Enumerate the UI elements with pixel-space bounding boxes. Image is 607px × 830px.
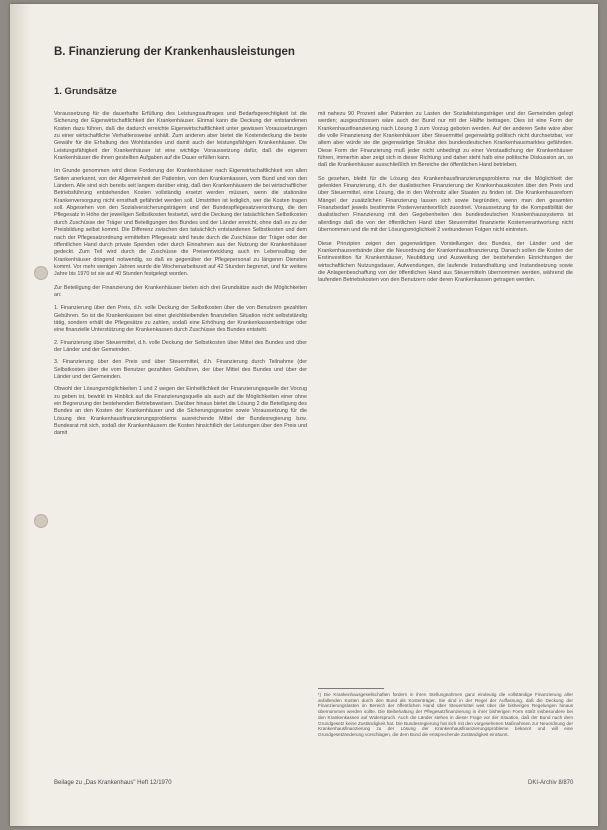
punch-hole-bottom [34,514,48,528]
paragraph: Obwohl der Lösungsmöglichkeiten 1 und 2 wegen der Einheitlichkeit der Finanzierungsquelle der Vorzug zu geben ist, bewirkt im Hinblick auf die Finanzierungsquelle als auch auf die Möglichkeiten einer ohne ein Begrenzung der bestehenden Betriebsweisen. Darüber hinaus bietet die Lösung 2 die Beteiligung des Bundes an den Kosten der Krankenhäuser und die Sicherungsgesetze sowie Voraussetzung für die Lösung des Krankenhausfinanzierungsproblems ausreichende Mittel der Bundesregierung bzw. Bundesrat mit sich, sodaß der Krankenhäusern die Kosten hinsichtlich der Leistungen über den Preis und damit [54,386,307,437]
left-column [54,111,307,761]
list-item: 1. Finanzierung über den Preis, d.h. volle Deckung der Selbstkosten über die von Benutzern gezahlten Gebühren. So ist die Krankenkassen bei einer gleichbleibenden finanziellen Situation nicht selbstständig tätig, sondern erhält die Pflegesätze zu zahlen, sodaß eine Erhöhung der Krankenkassenbeiträge oder eine finanzielle Unterstützung der Krankenkassen durch Zuschüsse des Bundes entsteht. [54,305,307,334]
right-column [318,111,573,679]
paragraph: mit nahezu 90 Prozent aller Patienten zu Lasten der Sozialleistungsträger und der Gemeinden gelegt werden; ausgeschlossen wäre auch der Bund nur mit der Hälfte beitragen. Dies ist eine Form der Krankenhausfinanzierung nach Lösung 3 zum Vorzug geboten werden. Auf der anderen Seite wäre aber die volle Finanzierung der Krankenhäuser über Steuermittel gegenwärtig politisch nicht durchsetzbar, vor allem aber würde sie die gegenwärtige Struktur des bundesdeutschen Krankenhausmarktes gefährden. Diese Form der Finanzierung muß jeder nicht unbedingt zu einer Verstaatlichung der Krankenhäuser führen, immerhin aber zeigt sich in dieser Richtung und daher steht halb eine politische Diskussion an, so daß die Krankenhäuser ausschließlich im Bereiche der öffentlichen Hand betrieben. [318,111,573,169]
footer-archive-number: DKI-Archiv 8/870 [528,780,574,786]
paragraph: Zur Beteiligung der Finanzierung der Krankenhäuser bieten sich drei Grundsätze auch die Möglichkeiten an: [54,284,307,298]
paragraph: Voraussetzung für die dauerhafte Erfüllung des Leistungsauftrages und Bedarfsgerechtigkeit ist die Sicherung der Eigenwirtschaftlichkeit der Krankenhäuser. Einmal kann die Deckung der entstandenen Kosten dazu führen, daß die dadurch erreichte Eigenwirtschaftlichkeit unter gewissen Voraussetzungen zu einer wirtschaftliche Verhaltensweise anhält. Zum anderen aber bietet die Kostendeckung die beste Gewähr für die Erhaltung des Wohlstandes und damit auch der leistungsfähigen Krankenhäuser. Die Leistungsfähigkeit der Krankenhäuser ist eine wichtige Voraussetzung dafür, daß die eigenen Krankenhäuser die ihnen gestellten Aufgaben auf die Dauer erfüllen kann. [54,111,307,162]
footnote: ¹) Die Krankenhausgesellschaften fordern in ihren Stellungnahmen ganz eindeutig die vollständige Finanzierung aller anfallenden Kosten durch den Bund als Kostenträger. Sie sind in der Regel der Auffassung, daß die Deckung der Finanzierungslasten im Bereich der öffentlichen Hand über Steuermittel weit über die bisherigen Regelungen hinaus übernommen werden sollte. Die Beibehaltung der Pflegesatzfinanzierung in ihrer bisherigen Form stößt insbesondere bei den Krankenkassen auf Widerspruch. Auch die Länder stehen in dieser Frage vor der Situation, daß der Bund nach dem Grundgesetz keine Zuständigkeit hat. Die Bundesregierung hat sich mit den vorgesehenen Maßnahmen zur Neuordnung der Krankenhausfinanzierung zu der Lösung der Krankenhausfinanzierungsprobleme bekannt und will eine Grundgesetzänderung vorschlagen, die dem Bund die entsprechende Zuständigkeit einräumt. [318,692,573,737]
footnotes [318,692,573,764]
paragraph: Im Grunde genommen wird diese Forderung der Krankenhäuser nach Eigenwirtschaftlichkeit von allen Seiten anerkannt, von der Allgemeinheit der Patienten, von den Krankenkassen, vom Bund und von den Ländern. Alle sind sich bereits seit langem darüber einig, daß den Krankenhäusern die bei wirtschaftlicher Betriebsführung entstehenden Kosten vollständig ersetzt werden müssen, wenn die stationäre Krankenversorgung nicht ernsthaft gefährdet werden soll. Umstritten ist lediglich, wer die Kosten tragen soll. Abgesehen von den Sozialversicherungsträgern und der Bundespflegesatzverordnung, die den Pflegesatz in Höhe der jeweiligen Selbstkosten festsetzt, wird die Deckung der tatsächlichen Selbstkosten durch Zuschüsse der Träger und Beteiligungen des Bundes und der Länder erreicht, ohne daß es zu der Preisbildung selbst kommt. Die Differenz zwischen den tatsächlich entstandenen Selbstkosten und dem nach der Pflegesatzordnung ermittelten Pflegesatz wird heute durch die Zuschüsse der Träger oder der öffentlichen Hand durch private Spenden oder durch Einnahmen aus der Nutzung der Krankenhäuser gedeckt. Zum Teil wird durch die Zuschüsse die Preisentwicklung auch im Lebensalltag der Krankenhäuser dringend notwendig, so daß es gegenüber der Pflegepersonal zu längeren Diensten kommt. Vor mehr wenigen Jahren wurde die Wochenarbeitszeit auf 42 Stunden begrenzt, und für weitere Jahre bis 1970 ist sie auf 40 Stunden festgelegt worden. [54,168,307,278]
document-page [10,4,598,826]
subsection-title: 1. Grundsätze [54,86,117,97]
list-item: 2. Finanzierung über Steuermittel, d.h. volle Deckung der Selbstkosten über Mittel des Bundes und über der Länder und der Gemeinden. [54,339,307,353]
footer-source: Beilage zu „Das Krankenhaus" Heft 12/1970 [54,780,172,786]
footnote-divider [318,688,384,689]
punch-hole-top [34,266,48,280]
binding-edge [10,4,32,826]
list-item: 3. Finanzierung über den Preis und über Steuermittel, d.h. Finanzierung durch Teilnahme (der Selbstkosten über die vom Benutzer gezahlten Gebühren, der über Mittel des Bundes und über der Länder und der Gemeinden. [54,359,307,380]
section-title: B. Finanzierung der Krankenhausleistungen [54,46,295,58]
paragraph: So gesehen, bleibt für die Lösung des Krankenhausfinanzierungsproblems nur die Möglichkeit der gelenkten Finanzierung, d.h. der dualistischen Finanzierung der Krankenhauskosten über den Preis und über Steuermittel, eine Lösung, die in den Wohnsitz aller Staaten zu finden ist. Die Krankenhausreform Mängel der zusätzlichen Finanzierung lassen sich sowie begründen, wenn man den gesamten Finanzbedarf jeweils bestimmte Postenverantwortlich zuordnet. Voraussetzung für die Kompatibilität der dualistischen Finanzierung mit den Gegebenheiten des bundesdeutschen Krankenhaussystems ist allerdings daß die von der öffentlichen Hand über Steuermittel finanzierte Kostenverantwortung nicht übernommen und die mit der Lösungsmöglichkeit 2 verbundenen Folgen nicht eintreten. [318,175,573,234]
paragraph: Diese Prinzipien zeigen den gegenwärtigen Vorstellungen des Bundes, der Länder und der Krankenhausverbände über die Neuordnung der Krankenhausfinanzierung. Danach sollen die Kosten der Erstinvestition für Krankenhäuser, Neubildung und Ausweitung der bestehenden Einrichtungen der wirtschaftlichen Nutzungsdauer, Aufwendungen, die laufende Instandhaltung und Instandsetzung sowie die Anlagenbeschaffung von der öffentlichen Hand aus Steuermitteln übernommen werden, während die laufenden Betriebskosten von den Benutzern oder deren Krankenkassen getragen werden. [318,240,573,284]
